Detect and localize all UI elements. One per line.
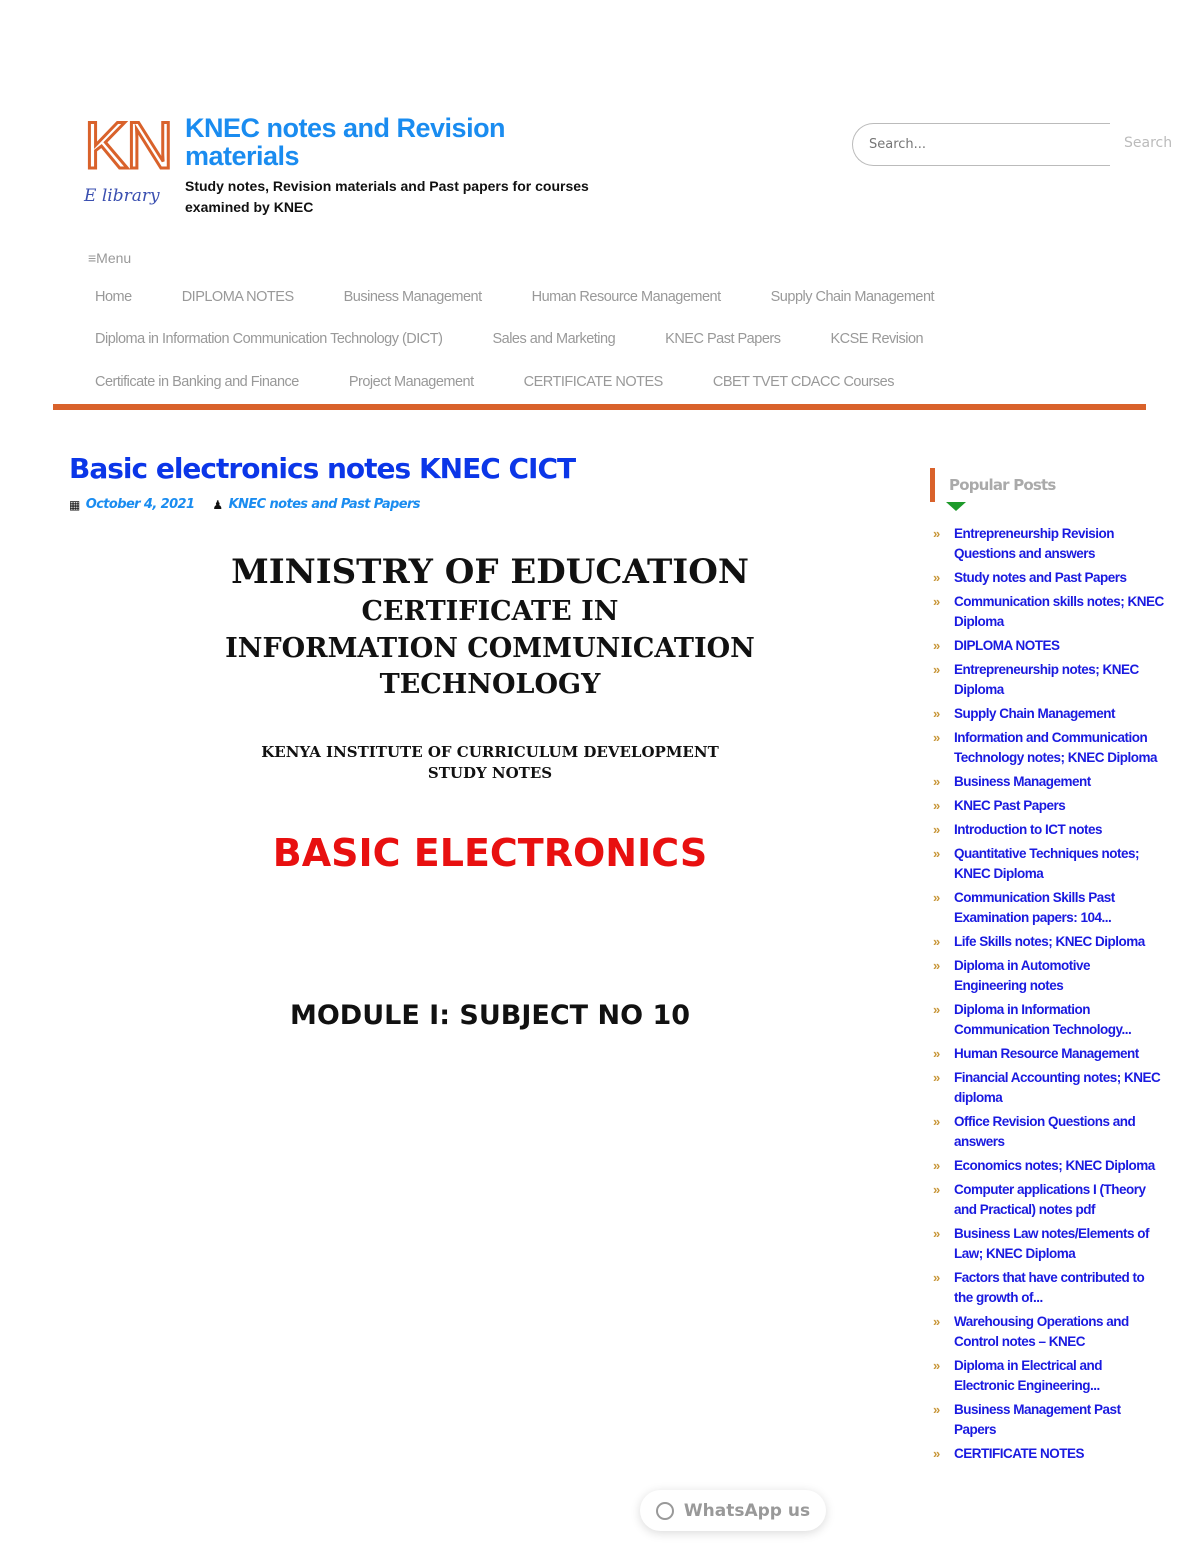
chevron-right-icon: » [933,662,940,677]
doc-technology: TECHNOLOGY [379,669,601,700]
popular-post-link[interactable]: CERTIFICATE NOTES [954,1446,1085,1461]
chevron-right-icon: » [933,846,940,861]
popular-post-item[interactable] [930,728,1170,768]
whatsapp-icon [656,1502,674,1520]
chevron-right-icon: » [933,1314,940,1329]
popular-post-link[interactable]: Communication skills notes; KNEC Diploma [954,594,1164,629]
chevron-right-icon: » [933,1114,940,1129]
popular-post-link[interactable]: Diploma in Automotive Engineering notes [954,958,1091,993]
heading-triangle-icon [946,502,966,511]
chevron-right-icon: » [933,1182,940,1197]
doc-institute: KENYA INSTITUTE OF CURRICULUM DEVELOPMENT [261,743,719,761]
popular-post-item[interactable] [930,956,1170,996]
doc-study-notes: STUDY NOTES [427,764,553,782]
site-logo[interactable] [84,108,172,212]
popular-post-item[interactable] [930,660,1170,700]
chevron-right-icon: » [933,934,940,949]
chevron-right-icon: » [933,890,940,905]
popular-post-link[interactable]: Financial Accounting notes; KNEC diploma [954,1070,1161,1105]
popular-post-item[interactable] [930,1268,1170,1308]
chevron-right-icon: » [933,1446,940,1461]
nav-sales-marketing[interactable]: Sales and Marketing [492,331,616,347]
popular-post-link[interactable]: Factors that have contributed to the growth of... [954,1270,1145,1305]
search-button[interactable]: Search [1124,135,1173,151]
nav-home[interactable]: Home [95,289,132,305]
chevron-right-icon: » [933,730,940,745]
popular-post-link[interactable]: Entrepreneurship Revision Questions and answers [954,526,1115,561]
popular-post-link[interactable]: Introduction to ICT notes [954,822,1102,837]
popular-post-item[interactable] [930,1224,1170,1264]
popular-post-link[interactable]: DIPLOMA NOTES [954,638,1060,653]
doc-module: MODULE I: SUBJECT NO 10 [289,1000,691,1031]
popular-posts-list [930,524,1170,1468]
popular-post-item[interactable] [930,820,1170,840]
popular-post-item[interactable] [930,844,1170,884]
calendar-icon: ▦ [69,497,80,512]
popular-post-link[interactable]: Supply Chain Management [954,706,1116,721]
popular-post-item[interactable] [930,1000,1170,1040]
nav-knec-past-papers[interactable]: KNEC Past Papers [665,331,781,347]
popular-post-item[interactable] [930,568,1170,588]
popular-post-item[interactable] [930,592,1170,632]
post-title: Basic electronics notes KNEC CICT [69,452,576,485]
post-author[interactable]: KNEC notes and Past Papers [228,497,420,512]
chevron-right-icon: » [933,1402,940,1417]
menu-toggle[interactable]: ≡Menu [88,250,132,266]
doc-certificate: CERTIFICATE IN [361,596,619,627]
popular-post-link[interactable]: Quantitative Techniques notes; KNEC Diploma [954,846,1140,881]
popular-post-link[interactable]: KNEC Past Papers [954,798,1066,813]
popular-post-item[interactable] [930,888,1170,928]
popular-post-link[interactable]: Diploma in Electrical and Electronic Engineering... [954,1358,1103,1393]
nav-kcse-revision[interactable]: KCSE Revision [830,331,924,347]
popular-post-link[interactable]: Information and Communication Technology notes; KNEC Diploma [954,730,1158,765]
popular-post-item[interactable] [930,796,1170,816]
nav-row-2 [95,331,973,347]
search-input[interactable] [852,123,1110,166]
chevron-right-icon: » [933,706,940,721]
chevron-right-icon: » [933,1358,940,1373]
popular-posts-heading: Popular Posts [930,468,1056,502]
popular-post-item[interactable] [930,772,1170,792]
chevron-right-icon: » [933,1046,940,1061]
popular-post-item[interactable] [930,932,1170,952]
popular-post-link[interactable]: Communication Skills Past Examination papers: 104... [954,890,1115,925]
popular-post-item[interactable] [930,704,1170,724]
popular-post-link[interactable]: Office Revision Questions and answers [954,1114,1136,1149]
chevron-right-icon: » [933,1158,940,1173]
popular-post-link[interactable]: Life Skills notes; KNEC Diploma [954,934,1145,949]
nav-project-management[interactable]: Project Management [348,374,474,390]
popular-post-item[interactable] [930,524,1170,564]
chevron-right-icon: » [933,526,940,541]
chevron-right-icon: » [933,798,940,813]
chevron-right-icon: » [933,1002,940,1017]
popular-post-link[interactable]: Business Management Past Papers [954,1402,1121,1437]
popular-post-item[interactable] [930,1156,1170,1176]
chevron-right-icon: » [933,1270,940,1285]
popular-post-link[interactable]: Economics notes; KNEC Diploma [954,1158,1155,1173]
popular-post-item[interactable] [930,1444,1170,1464]
logo-text: KN [84,108,172,182]
popular-post-item[interactable] [930,1400,1170,1440]
chevron-right-icon: » [933,638,940,653]
nav-row-1 [95,289,984,305]
popular-post-link[interactable]: Business Management [954,774,1091,789]
chevron-right-icon: » [933,1226,940,1241]
whatsapp-button[interactable] [640,1490,826,1531]
post-meta [69,497,420,512]
logo-subtext: E library [84,186,160,206]
popular-post-item[interactable] [930,1180,1170,1220]
chevron-right-icon: » [933,1070,940,1085]
site-title[interactable]: KNEC notes and Revision materials [185,113,506,171]
popular-post-link[interactable]: Computer applications I (Theory and Practical) notes pdf [954,1182,1146,1217]
doc-subject: BASIC ELECTRONICS [272,831,708,875]
nav-business-management[interactable]: Business Management [343,289,482,305]
popular-post-item[interactable] [930,1312,1170,1352]
doc-ministry: MINISTRY OF EDUCATION [231,552,749,592]
chevron-right-icon: » [933,594,940,609]
nav-dict[interactable]: Diploma in Information Communication Technology (DICT) [95,331,443,347]
user-icon: ♟ [212,497,223,512]
popular-post-link[interactable]: Human Resource Management [954,1046,1139,1061]
nav-cbet-courses[interactable]: CBET TVET CDACC Courses [712,374,894,390]
nav-banking-finance[interactable]: Certificate in Banking and Finance [95,374,299,390]
nav-divider [53,404,1146,410]
popular-post-link[interactable]: Business Law notes/Elements of Law; KNEC Diploma [954,1226,1150,1261]
popular-post-link[interactable]: Diploma in Information Communication Technology... [954,1002,1132,1037]
chevron-right-icon: » [933,822,940,837]
popular-post-item[interactable] [930,1068,1170,1108]
nav-hr-management[interactable]: Human Resource Management [531,289,721,305]
nav-certificate-notes[interactable]: CERTIFICATE NOTES [523,374,663,390]
chevron-right-icon: » [933,570,940,585]
nav-row-3 [95,374,944,390]
popular-post-link[interactable]: Warehousing Operations and Control notes – KNEC [954,1314,1129,1349]
chevron-right-icon: » [933,958,940,973]
popular-post-link[interactable]: Study notes and Past Papers [954,570,1127,585]
popular-post-item[interactable] [930,1356,1170,1396]
popular-post-link[interactable]: Entrepreneurship notes; KNEC Diploma [954,662,1139,697]
popular-post-item[interactable] [930,636,1170,656]
popular-post-item[interactable] [930,1112,1170,1152]
doc-ict: INFORMATION COMMUNICATION [225,633,755,664]
post-date[interactable]: October 4, 2021 [85,497,195,512]
popular-post-item[interactable] [930,1044,1170,1064]
chevron-right-icon: » [933,774,940,789]
whatsapp-label: WhatsApp us [683,1500,811,1521]
nav-diploma-notes[interactable]: DIPLOMA NOTES [181,289,294,305]
site-tagline: Study notes, Revision materials and Past papers for courses examined by KNEC [185,178,589,215]
nav-supply-chain[interactable]: Supply Chain Management [770,289,935,305]
